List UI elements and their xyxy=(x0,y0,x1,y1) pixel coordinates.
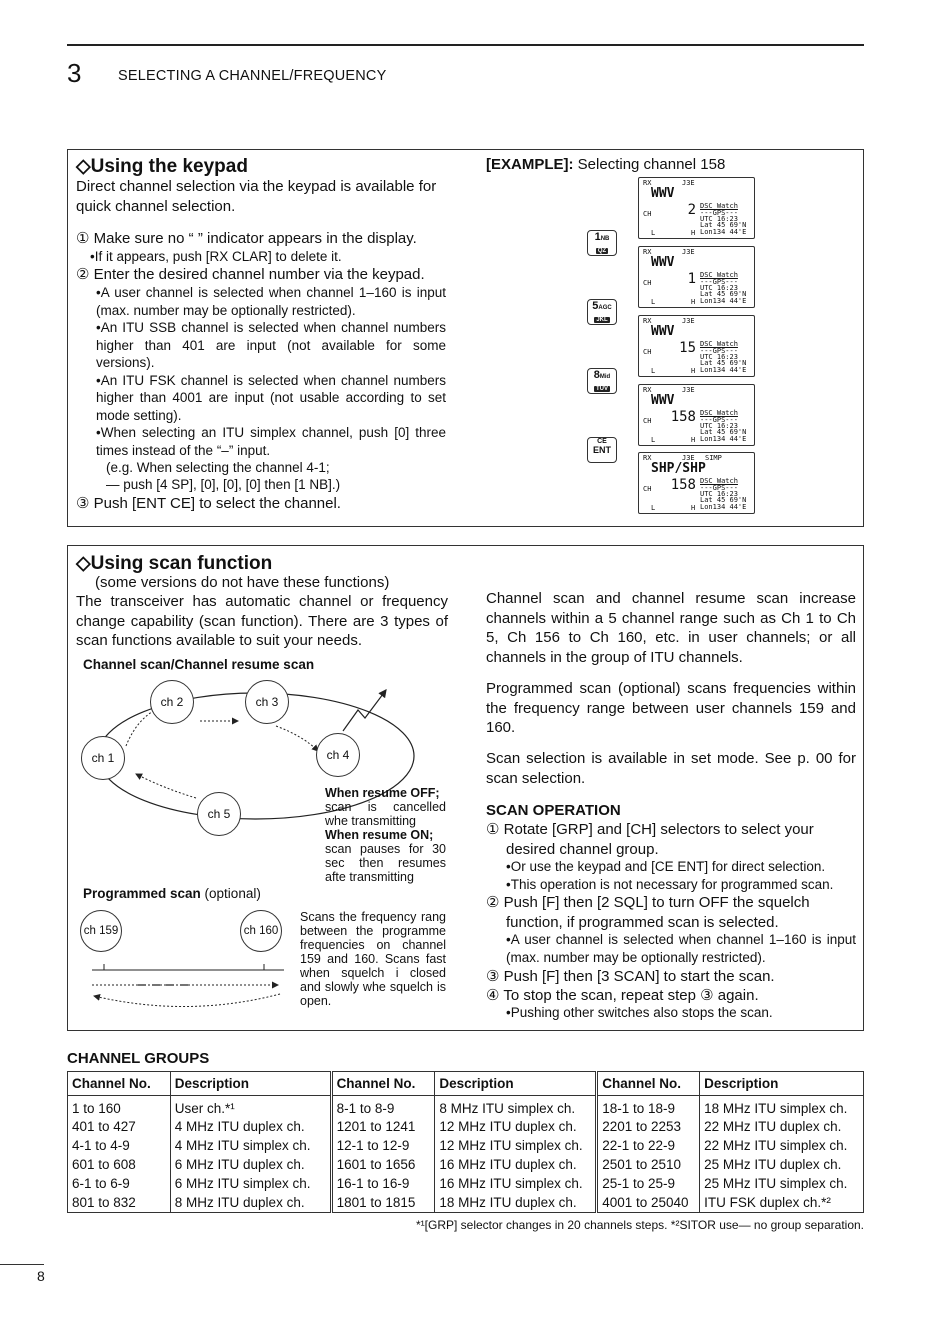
lcd-lon: Lon134 44'E xyxy=(700,503,747,511)
table-cell: 1 to 160 xyxy=(72,1101,121,1116)
table-header-row xyxy=(68,1072,864,1096)
diagram-title: Channel scan/Channel resume scan xyxy=(83,657,315,672)
keypad-example-note1: (e.g. When selecting the channel 4-1; xyxy=(106,460,330,475)
lcd-utc: UTC 16:23 xyxy=(700,215,738,223)
table-cell: 22 MHz ITU simplex ch. xyxy=(700,1136,864,1155)
list-item: •A user channel is selected when channel 1–160 is input (max. number may be optionally restricted). xyxy=(96,285,446,318)
lcd-extra: SIMP xyxy=(705,454,722,462)
channel-node: ch 4 xyxy=(316,733,360,777)
table-header: Channel No. xyxy=(68,1072,171,1096)
table-cell: 4 MHz ITU simplex ch. xyxy=(170,1136,331,1155)
table-cell: 8-1 to 8-9 xyxy=(331,1096,435,1118)
lcd-rx: RX xyxy=(643,454,652,462)
table-cell: 6-1 to 6-9 xyxy=(72,1176,130,1191)
lcd-l: L xyxy=(651,229,656,237)
lcd-dsc: DSC Watch xyxy=(700,340,738,348)
scan-section xyxy=(67,545,864,1031)
lcd-gps: ---GPS--- xyxy=(700,347,738,355)
table-cell: 6 MHz ITU simplex ch. xyxy=(170,1174,331,1193)
lcd-display xyxy=(638,246,755,308)
table-cell: 2501 to 2510 xyxy=(597,1155,700,1174)
lcd-mode: J3E xyxy=(682,317,695,325)
list-item: •An ITU FSK channel is selected when channel numbers higher than 4001 are input (not usable according to set mode setting). xyxy=(96,372,446,423)
lcd-gps: ---GPS--- xyxy=(700,209,738,217)
lcd-h: H xyxy=(691,298,696,306)
table-cell: ITU FSK duplex ch.*² xyxy=(700,1193,864,1212)
lcd-l: L xyxy=(651,504,656,512)
table-cell: 18 MHz ITU simplex ch. xyxy=(700,1096,864,1118)
page-number: 8 xyxy=(37,1268,45,1284)
resume-on-text: scan pauses for 30 sec then resumes afte transmitting xyxy=(325,842,446,884)
table-cell: 8 MHz ITU duplex ch. xyxy=(170,1193,331,1212)
table-cell: 22-1 to 22-9 xyxy=(597,1136,700,1155)
table-cell: 1801 to 1815 xyxy=(331,1193,435,1212)
lcd-ch: CH xyxy=(643,210,652,218)
scan-note: (some versions do not have these functions) xyxy=(95,574,390,591)
resume-off-label: When resume OFF; xyxy=(325,786,440,800)
table-cell: 25 MHz ITU duplex ch. xyxy=(700,1155,864,1174)
table-cell: 12 MHz ITU simplex ch. xyxy=(435,1136,597,1155)
keypad-step3: ③ Push [ENT CE] to select the channel. xyxy=(76,495,341,512)
lcd-display xyxy=(638,315,755,377)
lcd-l: L xyxy=(651,436,656,444)
lcd-rx: RX xyxy=(643,248,652,256)
lcd-mode: J3E xyxy=(682,454,695,462)
table-header: Channel No. xyxy=(597,1072,700,1096)
lcd-mode: J3E xyxy=(682,179,695,187)
scan-op3: ③ Push [F] then [3 SCAN] to start the scan. xyxy=(486,968,775,985)
table-cell: 4001 to 25040 xyxy=(597,1193,700,1212)
lcd-lon: Lon134 44'E xyxy=(700,228,747,236)
keypad-intro: Direct channel selection via the keypad is available for quick channel selection. xyxy=(76,178,437,215)
lcd-l: L xyxy=(651,367,656,375)
programmed-scan-text: Scans the frequency rang between the programme frequencies on channel 159 and 160. Scans fast when squelch i closed and slowly whe squelch is open. xyxy=(300,910,446,1008)
table-cell: User ch.*¹ xyxy=(170,1096,331,1118)
table-cell: 18 MHz ITU duplex ch. xyxy=(435,1193,597,1212)
scan-right-p3: Scan selection is available in set mode. See p. 00 for scan selection. xyxy=(486,750,856,787)
table-cell: 12-1 to 12-9 xyxy=(331,1136,435,1155)
lcd-name: WWV xyxy=(651,255,675,270)
channel-node: ch 2 xyxy=(150,680,194,724)
programmed-scan-title xyxy=(83,886,261,901)
lcd-name: WWV xyxy=(651,393,675,408)
key-ent-button[interactable]: CE ENT xyxy=(587,437,617,463)
lcd-mode: J3E xyxy=(682,248,695,256)
table-row xyxy=(68,1096,864,1118)
keypad-example-note2: — push [4 SP], [0], [0], [0] then [1 NB].) xyxy=(106,477,341,492)
resume-notes xyxy=(325,786,446,884)
table-cell: 25 MHz ITU simplex ch. xyxy=(700,1174,864,1193)
table-header: Description xyxy=(700,1072,864,1096)
table-cell: 16-1 to 16-9 xyxy=(331,1174,435,1193)
lcd-name: SHP/SHP xyxy=(651,461,706,476)
lcd-channel: 15 xyxy=(679,340,696,356)
table-row xyxy=(68,1136,864,1155)
prog-optional: (optional) xyxy=(200,886,261,901)
lcd-rx: RX xyxy=(643,386,652,394)
lcd-ch: CH xyxy=(643,417,652,425)
scan-heading: ◇Using scan function xyxy=(76,553,273,574)
scan-op-heading: SCAN OPERATION xyxy=(486,802,621,819)
lcd-lat: Lat 45 69'N xyxy=(700,221,747,229)
channel-node: ch 3 xyxy=(245,680,289,724)
lcd-name: WWV xyxy=(651,324,675,339)
scan-op1-sub: •This operation is not necessary for programmed scan. xyxy=(506,877,834,892)
lcd-dsc: DSC Watch xyxy=(700,202,738,210)
lcd-h: H xyxy=(691,436,696,444)
lcd-lat: Lat 45 69'N xyxy=(700,290,747,298)
key-5-button[interactable]: 5AGC JKL xyxy=(587,299,617,325)
table-header: Description xyxy=(435,1072,597,1096)
lcd-gps: ---GPS--- xyxy=(700,484,738,492)
chapter-number: 3 xyxy=(67,58,82,88)
table-cell: 601 to 608 xyxy=(72,1157,136,1172)
keypad-heading: ◇Using the keypad xyxy=(76,156,248,177)
table-cell: 18-1 to 18-9 xyxy=(597,1096,700,1118)
table-cell: 2201 to 2253 xyxy=(597,1117,700,1136)
scan-op1: ① Rotate [GRP] and [CH] selectors to select your desired channel group. xyxy=(486,821,814,858)
lcd-lat: Lat 45 69'N xyxy=(700,359,747,367)
header-rule xyxy=(67,44,864,46)
example-text: Selecting channel 158 xyxy=(573,156,726,173)
keypad-step1: ① Make sure no “ ” indicator appears in the display. xyxy=(76,230,417,247)
prog-channel-node: ch 159 xyxy=(80,910,122,952)
keypad-section xyxy=(67,149,864,527)
table-footnote: *¹[GRP] selector changes in 20 channels steps. *²SITOR use— no group separation. xyxy=(415,1218,864,1232)
table-cell: 4-1 to 4-9 xyxy=(72,1138,130,1153)
resume-off-text: scan is cancelled whe transmitting xyxy=(325,800,446,828)
example-label: [EXAMPLE]: xyxy=(486,156,574,173)
table-cell: 16 MHz ITU simplex ch. xyxy=(435,1174,597,1193)
prog-channel-node: ch 160 xyxy=(240,910,282,952)
lcd-lat: Lat 45 69'N xyxy=(700,428,747,436)
table-cell: 16 MHz ITU duplex ch. xyxy=(435,1155,597,1174)
table-cell: 4 MHz ITU duplex ch. xyxy=(170,1117,331,1136)
lcd-ch: CH xyxy=(643,279,652,287)
lcd-name: WWV xyxy=(651,186,675,201)
footer-rule xyxy=(0,1264,44,1265)
scan-right-p2: Programmed scan (optional) scans frequencies within the frequency range between user channels 159 and 160. xyxy=(486,680,856,736)
table-cell: 6 MHz ITU duplex ch. xyxy=(170,1155,331,1174)
lcd-lat: Lat 45 69'N xyxy=(700,496,747,504)
lcd-rx: RX xyxy=(643,179,652,187)
lcd-ch: CH xyxy=(643,348,652,356)
table-cell: 25-1 to 25-9 xyxy=(597,1174,700,1193)
example-caption xyxy=(486,155,725,175)
table-cell: 1201 to 1241 xyxy=(331,1117,435,1136)
scan-op4-sub: •Pushing other switches also stops the scan. xyxy=(506,1005,773,1020)
lcd-utc: UTC 16:23 xyxy=(700,353,738,361)
scan-right-p1: Channel scan and channel resume scan increase channels within a 5 channel range such as Ch 1 to Ch 5, Ch 156 to Ch 160, etc. in user channels; or all channels in the group of ITU channels. xyxy=(486,590,856,666)
lcd-channel: 1 xyxy=(687,271,696,287)
lcd-lon: Lon134 44'E xyxy=(700,366,747,374)
lcd-lon: Lon134 44'E xyxy=(700,435,747,443)
lcd-display xyxy=(638,177,755,239)
channel-groups-heading: CHANNEL GROUPS xyxy=(67,1050,210,1067)
table-cell: 801 to 832 xyxy=(72,1194,136,1210)
lcd-h: H xyxy=(691,504,696,512)
table-cell: 1601 to 1656 xyxy=(331,1155,435,1174)
lcd-utc: UTC 16:23 xyxy=(700,422,738,430)
table-header: Description xyxy=(170,1072,331,1096)
lcd-dsc: DSC Watch xyxy=(700,271,738,279)
lcd-ch: CH xyxy=(643,485,652,493)
lcd-channel: 2 xyxy=(687,202,696,218)
lcd-utc: UTC 16:23 xyxy=(700,490,738,498)
lcd-h: H xyxy=(691,229,696,237)
chapter-title: SELECTING A CHANNEL/FREQUENCY xyxy=(118,68,387,84)
scan-op4: ④ To stop the scan, repeat step ③ again. xyxy=(486,987,759,1004)
table-cell: 22 MHz ITU duplex ch. xyxy=(700,1117,864,1136)
lcd-lon: Lon134 44'E xyxy=(700,297,747,305)
lcd-rx: RX xyxy=(643,317,652,325)
keypad-step2: ② Enter the desired channel number via the keypad. xyxy=(76,266,425,283)
scan-op1-sub: •Or use the keypad and [CE ENT] for direct selection. xyxy=(506,859,826,874)
lcd-gps: ---GPS--- xyxy=(700,278,738,286)
list-item: •An ITU SSB channel is selected when channel numbers higher than 401 are input (not available for some versions). xyxy=(96,320,446,370)
scan-op2: ② Push [F] then [2 SQL] to turn OFF the squelch function, if programmed scan is selected. xyxy=(486,894,810,931)
lcd-display xyxy=(638,384,755,446)
key-1-button[interactable]: 1NB QZ xyxy=(587,230,617,256)
list-item: •When selecting an ITU simplex channel, push [0] three times instead of the “–” input. xyxy=(96,425,446,458)
lcd-gps: ---GPS--- xyxy=(700,416,738,424)
lcd-display xyxy=(638,452,755,514)
prog-title: Programmed scan xyxy=(83,886,201,901)
table-row xyxy=(68,1155,864,1174)
keypad-step2-list xyxy=(96,284,446,459)
table-cell: 12 MHz ITU duplex ch. xyxy=(435,1117,597,1136)
lcd-utc: UTC 16:23 xyxy=(700,284,738,292)
table-header: Channel No. xyxy=(331,1072,435,1096)
lcd-dsc: DSC Watch xyxy=(700,409,738,417)
keypad-step1-sub: •If it appears, push [RX CLAR] to delete it. xyxy=(90,249,342,264)
lcd-channel: 158 xyxy=(670,477,696,493)
key-8-button[interactable]: 8Mid TUV xyxy=(587,368,617,394)
scan-intro: The transceiver has automatic channel or frequency change capability (scan function). There are 3 types of scan functions available to suit your needs. xyxy=(76,593,448,649)
lcd-h: H xyxy=(691,367,696,375)
scan-op2-sub: •A user channel is selected when channel 1–160 is input (max. number may be optionally restricted). xyxy=(506,932,856,965)
channel-groups-table xyxy=(67,1071,864,1213)
table-row xyxy=(68,1117,864,1136)
table-cell: 8 MHz ITU simplex ch. xyxy=(435,1096,597,1118)
channel-node: ch 1 xyxy=(81,736,125,780)
resume-on-label: When resume ON; xyxy=(325,828,434,842)
lcd-l: L xyxy=(651,298,656,306)
channel-node: ch 5 xyxy=(197,792,241,836)
lcd-dsc: DSC Watch xyxy=(700,477,738,485)
table-row xyxy=(68,1193,864,1212)
table-cell: 401 to 427 xyxy=(72,1119,136,1134)
lcd-channel: 158 xyxy=(670,409,696,425)
lcd-mode: J3E xyxy=(682,386,695,394)
table-row xyxy=(68,1174,864,1193)
